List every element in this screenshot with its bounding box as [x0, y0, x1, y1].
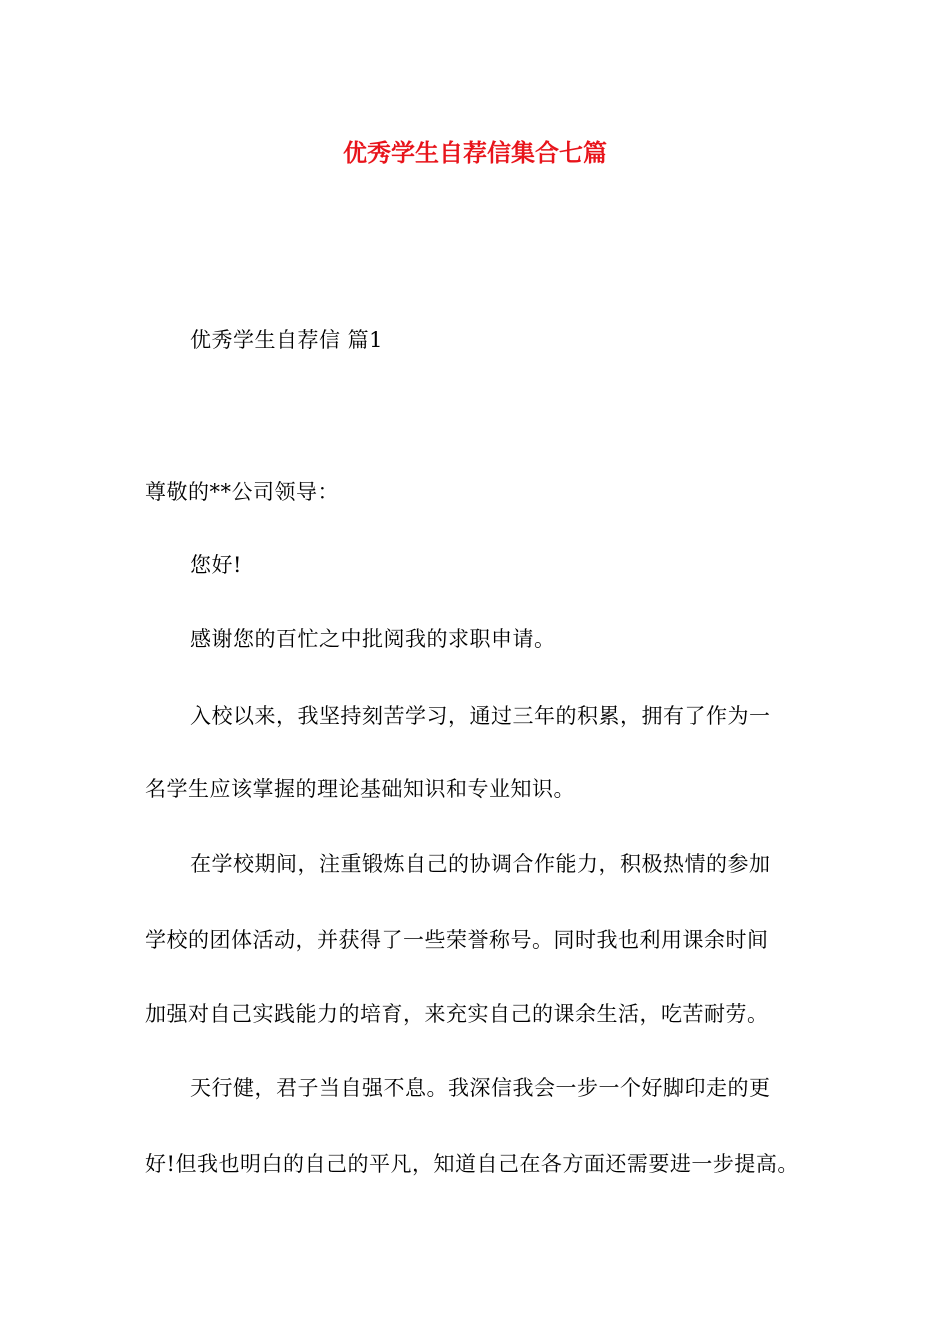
salutation: 尊敬的**公司领导： [145, 480, 339, 504]
paragraph-line: 入校以来，我坚持刻苦学习，通过三年的积累，拥有了作为一 [190, 704, 771, 728]
greeting: 您好! [190, 553, 242, 577]
paragraph-line: 天行健，君子当自强不息。我深信我会一步一个好脚印走的更 [190, 1076, 771, 1100]
section-heading: 优秀学生自荐信 篇1 [190, 328, 384, 352]
paragraph-line: 加强对自己实践能力的培育，来充实自己的课余生活，吃苦耐劳。 [145, 1002, 769, 1026]
paragraph-line: 名学生应该掌握的理论基础知识和专业知识。 [145, 777, 575, 801]
document-title: 优秀学生自荐信集合七篇 [343, 139, 607, 167]
paragraph-line: 在学校期间，注重锻炼自己的协调合作能力，积极热情的参加 [190, 852, 771, 876]
paragraph-line: 感谢您的百忙之中批阅我的求职申请。 [190, 627, 556, 651]
paragraph-line: 好!但我也明白的自己的平凡，知道自己在各方面还需要进一步提高。 [145, 1152, 799, 1176]
paragraph-line: 学校的团体活动，并获得了一些荣誉称号。同时我也利用课余时间 [145, 928, 769, 952]
